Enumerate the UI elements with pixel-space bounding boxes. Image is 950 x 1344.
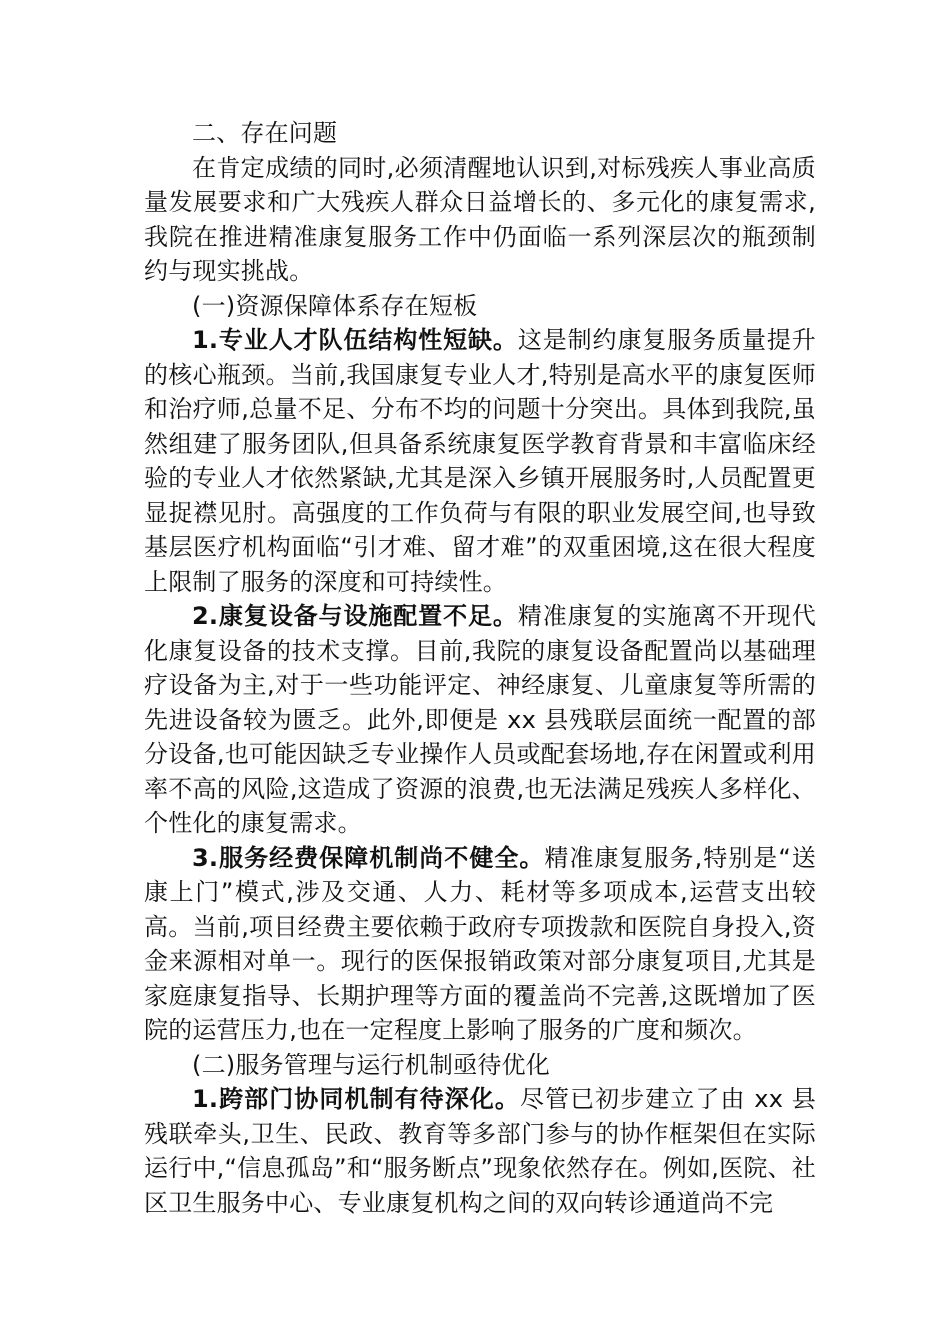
subsection-1-item-3 <box>144 841 816 1048</box>
item-lead: 2.康复设备与设施配置不足。 <box>192 602 518 630</box>
document-body <box>144 116 816 1220</box>
section-title: 二、存在问题 <box>192 119 338 147</box>
intro-paragraph: 在肯定成绩的同时,必须清醒地认识到,对标残疾人事业高质量发展要求和广大残疾人群众日益增长的、多元化的康复需求,我院在推进精准康复服务工作中仍面临一系列深层次的瓶颈制约与现实挑战。 <box>144 153 816 285</box>
subsection-2-item-1 <box>144 1082 816 1220</box>
item-lead: 3.服务经费保障机制尚不健全。 <box>192 843 545 872</box>
item-text: 精准康复的实施离不开现代化康复设备的技术支撑。目前,我院的康复设备配置尚以基础理疗设备为主,对于一些功能评定、神经康复、儿童康复等所需的先进设备较为匮乏。此外,即便是 xx 县残联层面统一配置的部分设备,也可能因缺乏专业操作人员或配套场地,存在闲置或利用率不高的风险,这造成了资源的浪费,也无法满足残疾人多样化、个性化的康复需求。 <box>144 602 816 837</box>
item-text: 尽管已初步建立了由 xx 县残联牵头,卫生、民政、教育等多部门参与的协作框架但在实际运行中,“信息孤岛”和“服务断点”现象依然存在。例如,医院、社区卫生服务中心、专业康复机构之间的双向转诊通道尚不完 <box>144 1085 816 1217</box>
item-text: 精准康复服务,特别是“送康上门”模式,涉及交通、人力、耗材等多项成本,运营支出较高。当前,项目经费主要依赖于政府专项拨款和医院自身投入,资金来源相对单一。现行的医保报销政策对部分康复项目,尤其是家庭康复指导、长期护理等方面的覆盖尚不完善,这既增加了医院的运营压力,也在一定程度上影响了服务的广度和频次。 <box>144 843 816 1044</box>
subsection-1-title: (一)资源保障体系存在短板 <box>192 291 478 320</box>
item-lead: 1.跨部门协同机制有待深化。 <box>192 1085 520 1113</box>
subsection-1-item-2 <box>144 599 816 841</box>
item-text: 这是制约康复服务质量提升的核心瓶颈。当前,我国康复专业人才,特别是高水平的康复医师和治疗师,总量不足、分布不均的问题十分突出。具体到我院,虽然组建了服务团队,但具备系统康复医学教育背景和丰富临床经验的专业人才依然紧缺,尤其是深入乡镇开展服务时,人员配置更显捉襟见肘。高强度的工作负荷与有限的职业发展空间,也导致基层医疗机构面临“引才难、留才难”的双重困境,这在很大程度上限制了服务的深度和可持续性。 <box>144 326 816 596</box>
subsection-1-item-1 <box>144 323 816 599</box>
subsection-2-title: (二)服务管理与运行机制亟待优化 <box>192 1050 550 1079</box>
item-lead: 1.专业人才队伍结构性短缺。 <box>192 326 518 354</box>
